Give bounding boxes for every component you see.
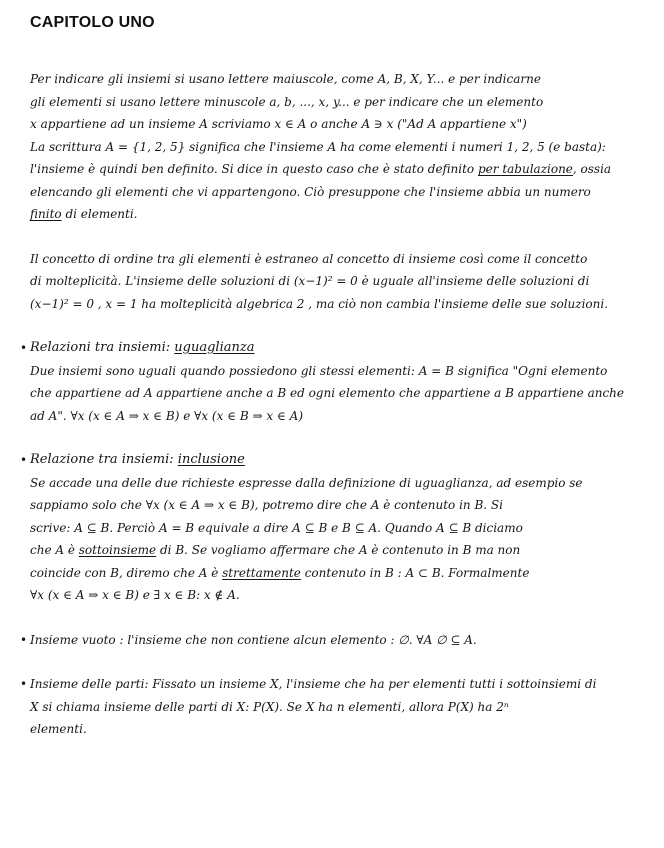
section-line: scrive: A ⊆ B. Perciò A = B equivale a dire A ⊆ B e B ⊆ A. Quando A ⊆ B diciamo [30, 520, 523, 535]
line-end: contenuto in B : A ⊂ B. Formalmente [300, 565, 530, 580]
bullet-dot: • [20, 677, 28, 691]
section-line-sottoinsieme [30, 539, 638, 562]
section-inclusione [20, 449, 638, 607]
term-finito: finito [30, 207, 62, 221]
order-line: di molteplicità. L'insieme delle soluzioni di (x−1)² = 0 è uguale all'insieme delle soluzioni di [30, 274, 590, 288]
intro-line-start: l'insieme è quindi ben definito. Si dice in questo caso che è stato definito [30, 162, 478, 176]
order-line: (x−1)² = 0 , x = 1 ha molteplicità algebrica 2 , ma ciò non cambia l'insieme delle sue soluzioni. [30, 296, 609, 311]
section-insieme-vuoto [20, 629, 638, 652]
heading-term: uguaglianza [174, 340, 255, 355]
section-line: Se accade una delle due richieste espresse dalla definizione di uguaglianza, ad esempio se [30, 475, 583, 490]
section-insieme-parti [20, 673, 638, 741]
term-tabulazione: per tabulazione [477, 162, 573, 176]
section-line: ad A". ∀x (x ∈ A ⇒ x ∈ B) e ∀x (x ∈ B ⇒ x ∈ A) [30, 408, 304, 423]
line-start: che A è [30, 543, 79, 557]
empty-set-line: Insieme vuoto : l'insieme che non contiene alcun elemento : ∅. ∀A ∅ ⊆ A. [30, 632, 477, 647]
power-set-line: X si chiama insieme delle parti di X: P(X). Se X ha n elementi, allora P(X) ha 2ⁿ [30, 699, 509, 714]
section-line: ∀x (x ∈ A ⇒ x ∈ B) e ∃ x ∈ B: x ∉ A. [30, 588, 240, 602]
intro-line: x appartiene ad un insieme A scriviamo x ∈ A o anche A ∋ x ("Ad A appartiene x") [30, 117, 527, 131]
intro-line: La scrittura A = {1, 2, 5} significa che l'insieme A ha come elementi i numeri 1, 2, 5 (e basta): [30, 139, 606, 154]
power-set-line: elementi. [30, 722, 87, 736]
section-heading [20, 337, 638, 360]
intro-paragraph [30, 68, 638, 226]
term-sottoinsieme: sottoinsieme [78, 543, 157, 557]
power-set-line: Insieme delle parti: Fissato un insieme X, l'insieme che ha per elementi tutti i sottoinsiemi di [30, 677, 597, 691]
section-line-strettamente [30, 562, 638, 585]
heading-prefix: Relazioni tra insiemi: [30, 340, 175, 355]
chapter-title: CAPITOLO UNO [30, 14, 155, 31]
order-line: Il concetto di ordine tra gli elementi è estraneo al concetto di insieme così come il concetto [30, 251, 588, 266]
intro-line: gli elementi si usano lettere minuscole a, b, ..., x, y... e per indicare che un elemento [30, 94, 544, 109]
section-line: che appartiene ad A appartiene anche a B ed ogni elemento che appartiene a B appartiene anche [30, 386, 624, 400]
intro-line: elencando gli elementi che vi appartengono. Ciò presuppone che l'insieme abbia un numero [30, 184, 591, 199]
order-paragraph [30, 248, 638, 316]
bullet-dot: • [20, 632, 28, 647]
section-heading [20, 449, 638, 472]
intro-line-tabulazione [30, 158, 638, 181]
line-end: di B. Se vogliamo affermare che A è contenuto in B ma non [156, 543, 521, 557]
section-line: sappiamo solo che ∀x (x ∈ A ⇒ x ∈ B), potremo dire che A è contenuto in B. Si [30, 498, 503, 512]
section-line: Due insiemi sono uguali quando possiedono gli stessi elementi: A = B significa "Ogni elemento [30, 363, 608, 378]
bullet-dot: • [20, 453, 28, 467]
heading-term: inclusione [177, 452, 245, 467]
bullet-dot: • [20, 341, 28, 355]
heading-prefix: Relazione tra insiemi: [30, 452, 178, 467]
intro-line-end: di elementi. [61, 207, 138, 221]
intro-line-finito [30, 203, 638, 226]
term-strettamente: strettamente [222, 565, 301, 580]
intro-line: Per indicare gli insiemi si usano lettere maiuscole, come A, B, X, Y... e per indicarne [30, 72, 541, 86]
intro-line-end: , ossia [572, 162, 612, 176]
section-uguaglianza [20, 337, 638, 427]
line-start: coincide con B, diremo che A è [30, 565, 223, 580]
